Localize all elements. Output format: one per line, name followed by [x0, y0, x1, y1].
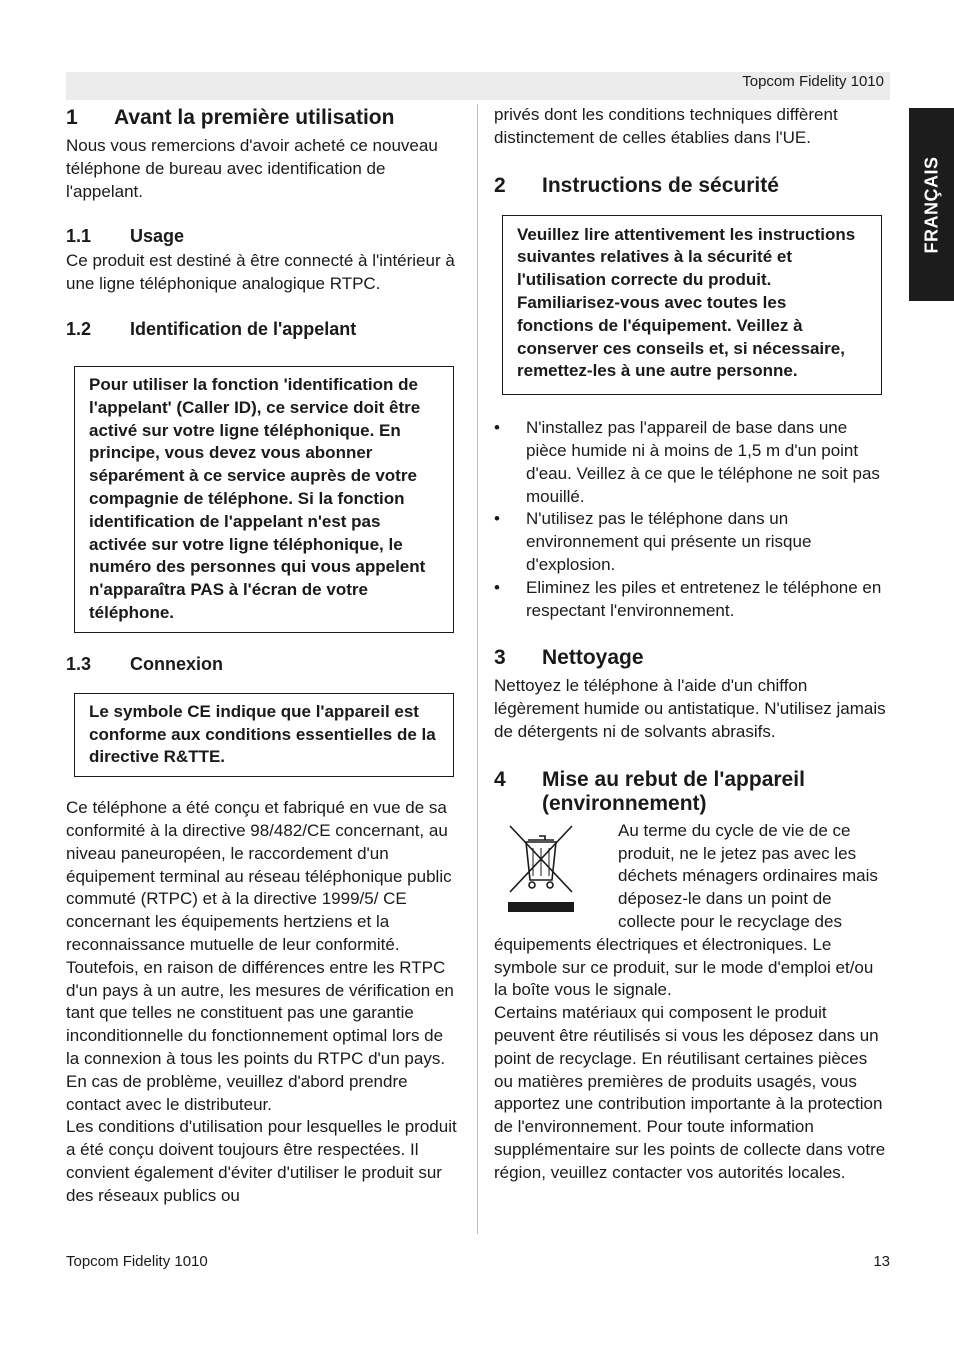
section-title: Identification de l'appelant — [130, 318, 357, 339]
section-title-line-2: (environnement) — [542, 791, 707, 815]
running-header — [66, 72, 890, 100]
section-title: Connexion — [130, 653, 223, 674]
ce-notice-box — [74, 693, 454, 777]
section-number: 4 — [494, 767, 506, 791]
right-column — [494, 104, 888, 1184]
disposal-block — [494, 820, 888, 1185]
caller-id-notice-box — [74, 366, 454, 633]
section-1-3-text-2: Les conditions d'utilisation pour lesquelles le produit a été conçu doivent toujours être respectées. Il convient également d'éviter d'utiliser le produit sur des réseaux publics ou — [66, 1117, 457, 1205]
continued-text: privés dont les conditions techniques diffèrent distinctement de celles établies dans l'UE. — [494, 105, 838, 147]
section-4-heading — [494, 768, 888, 816]
section-1-2-heading — [66, 318, 460, 340]
section-title — [542, 768, 805, 816]
section-title-line-1: Mise au rebut de l'appareil — [542, 767, 805, 791]
section-number: 2 — [494, 173, 506, 197]
safety-notice-text: Veuillez lire attentivement les instructions suivantes relatives à la sécurité et l'utilisation correcte du produit. Familiarisez-vous avec toutes les fonctions de l'équipement. Veillez à conserver ces conseils et, si nécessaire, remettez-les à une autre personne. — [517, 224, 856, 381]
section-title: Instructions de sécurité — [542, 173, 779, 197]
header-product: Topcom Fidelity 1010 — [742, 73, 884, 90]
section-1-heading — [66, 106, 460, 130]
section-3-heading — [494, 646, 888, 670]
list-item: • Eliminez les piles et entretenez le téléphone en respectant l'environnement. — [494, 577, 888, 623]
section-number: 1.3 — [66, 653, 92, 674]
caller-id-notice-text: Pour utiliser la fonction 'identification de l'appelant' (Caller ID), ce service doit être activé sur votre ligne téléphonique. En principe, vous devez vous abonner séparément à ce service auprès de votre compagnie de téléphone. Si la fonction identification de l'appelant n'est pas activée sur votre ligne téléphonique, le numéro des personnes qui vous appelent n'apparaîtra PAS à l'écran de votre téléphone. — [89, 374, 426, 622]
left-column — [66, 104, 460, 1207]
section-4-text-2: Certains matériaux qui composent le produit peuvent être réutilisés si vous les déposez dans un point de recyclage. En réutilisant certaines pièces ou matières premières de produits usagés, vous apportez une contribution importante à la protection de l'environnement. Pour toute information supplémentaire sur les points de collecte dans votre région, veuillez contacter vos autorités locales. — [494, 1003, 886, 1182]
section-title: Avant la première utilisation — [114, 106, 395, 129]
section-number: 3 — [494, 646, 506, 670]
safety-list — [494, 417, 888, 622]
section-title: Nettoyage — [542, 646, 644, 670]
column-divider — [477, 104, 478, 1234]
list-item: • N'installez pas l'appareil de base dans une pièce humide ni à moins de 1,5 m d'un point d'eau. Veillez à ce que le téléphone ne soit pas mouillé. — [494, 417, 888, 508]
section-1-3-heading — [66, 653, 460, 675]
list-item: • N'utilisez pas le téléphone dans un environnement qui présente un risque d'explosion. — [494, 508, 888, 576]
section-number: 1 — [66, 106, 78, 129]
footer-product: Topcom Fidelity 1010 — [66, 1253, 208, 1270]
safety-notice-box — [502, 215, 882, 396]
section-title: Usage — [130, 226, 185, 247]
section-number: 1.1 — [66, 226, 92, 247]
page-number: 13 — [873, 1253, 890, 1270]
section-1-1-heading — [66, 225, 460, 247]
section-1-text: Nous vous remercions d'avoir acheté ce nouveau téléphone de bureau avec identification de l'appelant. — [66, 136, 438, 201]
language-tab-label: FRANÇAIS — [921, 156, 941, 253]
section-2-heading — [494, 174, 888, 198]
section-4-text-1: Au terme du cycle de vie de ce produit, ne le jetez pas avec les déchets ménagers ordinaires mais déposez-le dans un point de collecte pour le recyclage des équipements électriques et électroniques. Le symbole sur ce produit, sur le mode d'emploi et/ou la boîte vous le signale. — [494, 820, 878, 1000]
section-1-3-text-1: Ce téléphone a été conçu et fabriqué en vue de sa conformité à la directive 98/482/CE concernant, au niveau paneuropéen, le raccordement d'un équipement terminal au réseau téléphonique public commuté (RTPC) et à la directive 1999/5/ CE concernant les équipements hertziens et la reconnaissance mutuelle de leur conformité. Toutefois, en raison de différences entre les RTPC d'un pays à un autre, les mesures de vérification en tant que telles ne constituent pas une garantie inconditionnelle du fonctionnement optimal lors de la connexion à tous les points du RTPC d'un pays. En cas de problème, veuillez d'abord prendre contact avec le distributeur. — [66, 798, 454, 1114]
language-tab — [909, 108, 954, 301]
section-1-1-text: Ce produit est destiné à être connecté à l'intérieur à une ligne téléphonique analogique RTPC. — [66, 251, 455, 294]
ce-notice-text: Le symbole CE indique que l'appareil est conforme aux conditions essentielles de la directive R&TTE. — [89, 701, 436, 767]
section-number: 1.2 — [66, 318, 92, 339]
crossed-out-wheelie-bin-icon — [506, 822, 576, 912]
section-3-text: Nettoyez le téléphone à l'aide d'un chiffon légèrement humide ou antistatique. N'utilisez jamais de détergents ni de solvants abrasifs. — [494, 676, 886, 741]
